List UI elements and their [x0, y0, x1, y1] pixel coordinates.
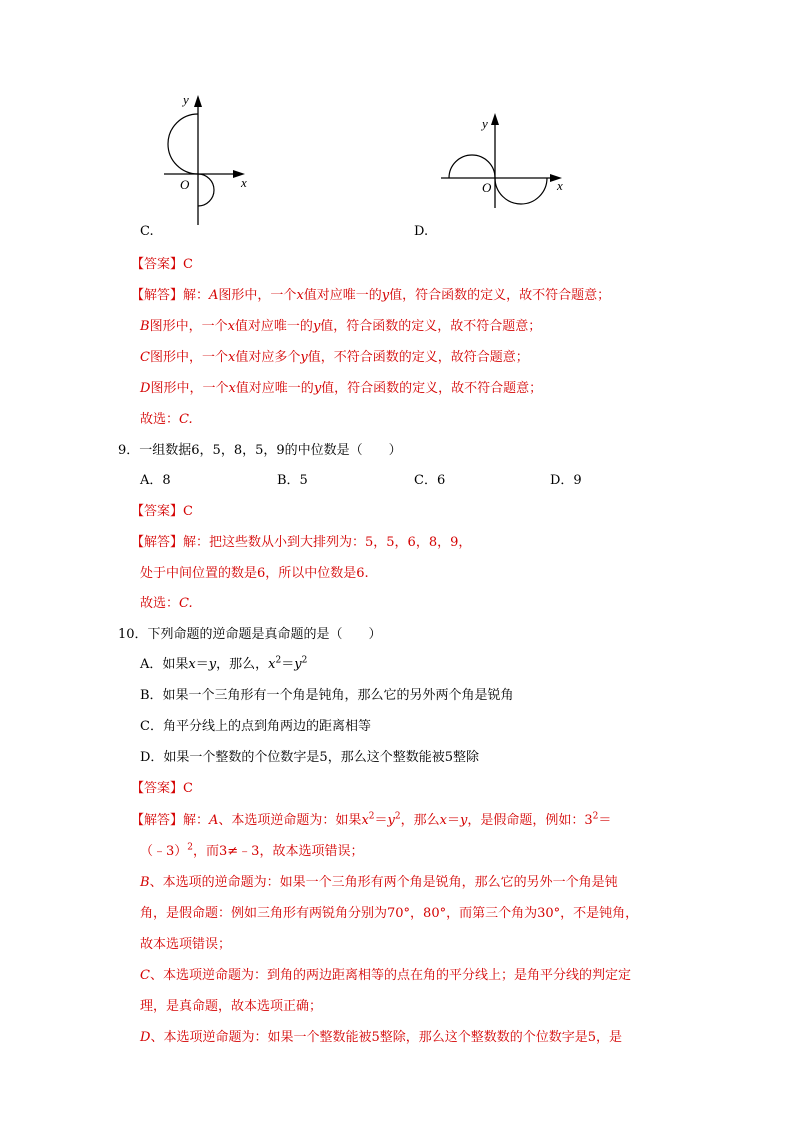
curve-left — [449, 155, 495, 178]
q8-conclusion: 故选：C. — [140, 412, 193, 427]
figure-c-graph — [150, 90, 260, 230]
q8-answer: 【答案】C — [131, 257, 193, 272]
q9-analysis-line-1: 【解答】解：把这些数从小到大排列为：5，5，6，8，9， — [131, 535, 472, 550]
q9-option-d: D．9 — [550, 473, 582, 488]
figure-d-label: D. — [414, 224, 429, 239]
q8-analysis-line-4: D图形中，一个x值对应唯一的y值，符合函数的定义，故不符合题意； — [140, 381, 543, 396]
origin-label: O — [482, 180, 492, 195]
q9-option-a: A．8 — [140, 473, 171, 488]
curve-lower — [198, 174, 214, 206]
q9-analysis-line-2: 处于中间位置的数是6，所以中位数是6. — [140, 566, 369, 581]
q8-analysis-line-1: 【解答】解：A图形中，一个x值对应唯一的y值，符合函数的定义，故不符合题意； — [131, 288, 611, 303]
y-axis-arrow — [194, 95, 202, 107]
q10-analysis-line-4: 角，是假命题：例如三角形有两锐角分别为70°，80°，而第三个角为30°，不是钝角， — [140, 906, 639, 921]
figure-c-label: C. — [140, 224, 154, 239]
q10-stem: 10．下列命题的逆命题是真命题的是（ ） — [118, 627, 382, 642]
q9-option-c: C．6 — [414, 473, 446, 488]
q8-analysis-line-3: C图形中，一个x值对应多个y值，不符合函数的定义，故符合题意； — [140, 350, 529, 365]
q10-option-a: A．如果x＝y，那么，$x^2=y^2$ — [140, 655, 308, 672]
q10-analysis-line-7: 理，是真命题，故本选项正确； — [140, 999, 323, 1014]
q9-stem: 9．一组数据6，5，8，5，9的中位数是（ ） — [118, 443, 402, 458]
curve-upper — [168, 114, 198, 174]
x-axis-label: x — [557, 178, 563, 193]
q8-analysis-line-2: B图形中，一个x值对应唯一的y值，符合函数的定义，故不符合题意； — [140, 319, 542, 334]
q10-analysis-line-2: （﹣3）$^2$，而3≠﹣3，故本选项错误； — [140, 842, 364, 859]
q10-analysis-line-1: 【解答】解：A、本选项逆命题为：如果$x^2=y^2$，那么x＝y，是假命题，例如：$3^2=$ — [131, 811, 612, 828]
y-axis-arrow — [491, 113, 499, 125]
origin-label: O — [180, 177, 190, 192]
q9-answer: 【答案】C — [131, 504, 193, 519]
q10-option-d: D．如果一个整数的个位数字是5，那么这个整数能被5整除 — [140, 750, 479, 765]
y-axis-label: y — [183, 92, 189, 107]
y-axis-label: y — [482, 116, 488, 131]
figure-d-graph — [435, 108, 575, 218]
q10-answer: 【答案】C — [131, 781, 193, 796]
q10-analysis-line-3: B、本选项的逆命题为：如果一个三角形有两个角是锐角，那么它的另外一个角是钝 — [140, 875, 618, 890]
curve-right — [495, 178, 547, 204]
q10-option-c: C．角平分线上的点到角两边的距离相等 — [140, 719, 371, 734]
q9-conclusion: 故选：C. — [140, 596, 193, 611]
q10-option-b: B．如果一个三角形有一个角是钝角，那么它的另外两个角是锐角 — [140, 688, 514, 703]
q10-analysis-line-8: D、本选项逆命题为：如果一个整数能被5整除，那么这个整数数的个位数字是5，是 — [140, 1030, 622, 1045]
x-axis-label: x — [241, 175, 247, 190]
q10-analysis-line-6: C、本选项逆命题为：到角的两边距离相等的点在角的平分线上；是角平分线的判定定 — [140, 968, 631, 983]
q10-analysis-line-5: 故本选项错误； — [140, 937, 232, 952]
q9-option-b: B．5 — [277, 473, 308, 488]
